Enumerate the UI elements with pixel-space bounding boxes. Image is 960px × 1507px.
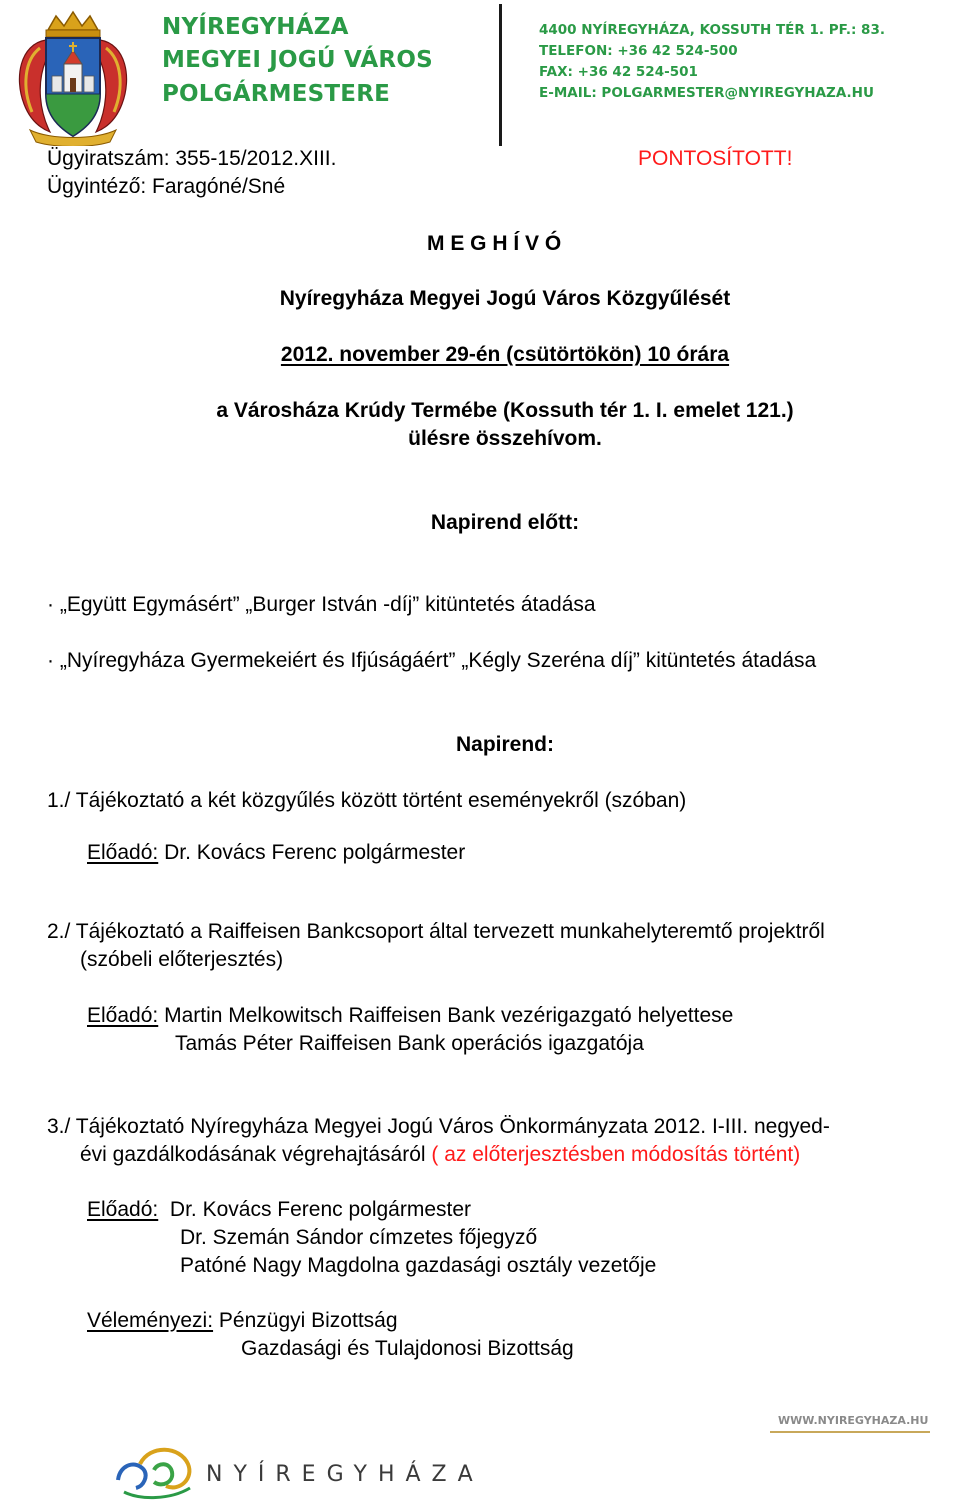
presenter-name: Dr. Szemán Sándor címzetes főjegyző <box>180 1226 538 1249</box>
agenda-item-3-title-line-1: 3./ Tájékoztató Nyíregyháza Megyei Jogú Város Önkormányzata 2012. I-III. negyed- <box>47 1115 830 1138</box>
invitation-line-4: ülésre összehívom. <box>408 427 602 450</box>
presenter-name: Dr. Kovács Ferenc polgármester <box>169 1198 472 1221</box>
case-number: Ügyiratszám: 355-15/2012.XIII. <box>47 147 337 170</box>
letterhead-title-line-2: MEGYEI JOGÚ VÁROS <box>162 47 433 73</box>
agenda-item-2-title-line-2: (szóbeli előterjesztés) <box>80 948 284 971</box>
fax-line: FAX: +36 42 524-501 <box>539 64 698 80</box>
pre-agenda-heading: Napirend előtt: <box>430 511 580 534</box>
email-line: E-MAIL: POLGARMESTER@NYIREGYHAZA.HU <box>539 85 874 101</box>
presenter-label: Előadó: <box>87 841 159 864</box>
letterhead-title-line-1: NYÍREGYHÁZA <box>162 14 349 40</box>
invitation-line-1: Nyíregyháza Megyei Jogú Város Közgyűlését <box>279 287 731 310</box>
agenda-heading: Napirend: <box>455 733 554 756</box>
list-item <box>47 649 816 673</box>
pre-agenda-item-2: „Nyíregyháza Gyermekeiért és Ifjúságáért” „Kégly Szeréna díj” kitüntetés átadása <box>59 649 817 672</box>
agenda-item-3-title-text: évi gazdálkodásának végrehajtásáról <box>80 1143 426 1166</box>
list-item <box>47 593 596 617</box>
agenda-item-2-title-line-1: 2./ Tájékoztató a Raiffeisen Bankcsoport által tervezett munkahelyteremtő projektről <box>47 920 825 943</box>
presenter-name: Martin Melkowitsch Raiffeisen Bank vezérigazgató helyettese <box>164 1004 734 1027</box>
phone-line: TELEFON: +36 42 524-500 <box>539 43 738 59</box>
reviewer-name: Gazdasági és Tulajdonosi Bizottság <box>241 1337 574 1360</box>
footer-divider <box>770 1431 930 1433</box>
presenter-name: Dr. Kovács Ferenc polgármester <box>164 841 466 864</box>
reviewer-label: Véleményezi: <box>87 1309 214 1332</box>
meeting-date: 2012. november 29-én (csütörtökön) 10 órára <box>280 343 730 366</box>
footer-url: WWW.NYIREGYHAZA.HU <box>778 1414 929 1427</box>
letterhead-title-line-3: POLGÁRMESTERE <box>162 81 391 107</box>
agenda-item-1-title: 1./ Tájékoztató a két közgyűlés között történt eseményekről (szóban) <box>47 789 687 812</box>
agenda-item-3-title-line-2 <box>80 1143 800 1167</box>
reviewer-name: Pénzügyi Bizottság <box>218 1309 398 1332</box>
pre-agenda-item-1: „Együtt Egymásért” „Burger István -díj” kitüntetés átadása <box>59 593 596 616</box>
bullet-icon: · <box>47 649 54 672</box>
letterhead-divider <box>499 4 502 146</box>
presenter-label: Előadó: <box>87 1004 159 1027</box>
presenter-name: Patóné Nagy Magdolna gazdasági osztály vezetője <box>180 1254 657 1277</box>
modification-note: ( az előterjesztésben módosítás történt) <box>431 1143 801 1166</box>
city-coat-of-arms <box>10 8 136 146</box>
city-logo-icon <box>110 1440 200 1502</box>
bullet-icon: · <box>47 593 54 616</box>
presenter-name: Tamás Péter Raiffeisen Bank operációs igazgatója <box>175 1032 644 1055</box>
agenda-item-1-presenter-row <box>87 841 465 865</box>
presenter-label: Előadó: <box>87 1198 159 1221</box>
invitation-heading: M E G H Í V Ó <box>427 232 562 255</box>
case-administrator: Ügyintéző: Faragóné/Sné <box>47 175 286 198</box>
status-badge: PONTOSÍTOTT! <box>638 147 793 170</box>
address-line: 4400 NYÍREGYHÁZA, KOSSUTH TÉR 1. PF.: 83. <box>539 22 885 38</box>
meeting-location: a Városháza Krúdy Termébe (Kossuth tér 1. I. emelet 121.) <box>216 399 794 422</box>
footer-city-name: NYÍREGYHÁZA <box>206 1462 484 1487</box>
